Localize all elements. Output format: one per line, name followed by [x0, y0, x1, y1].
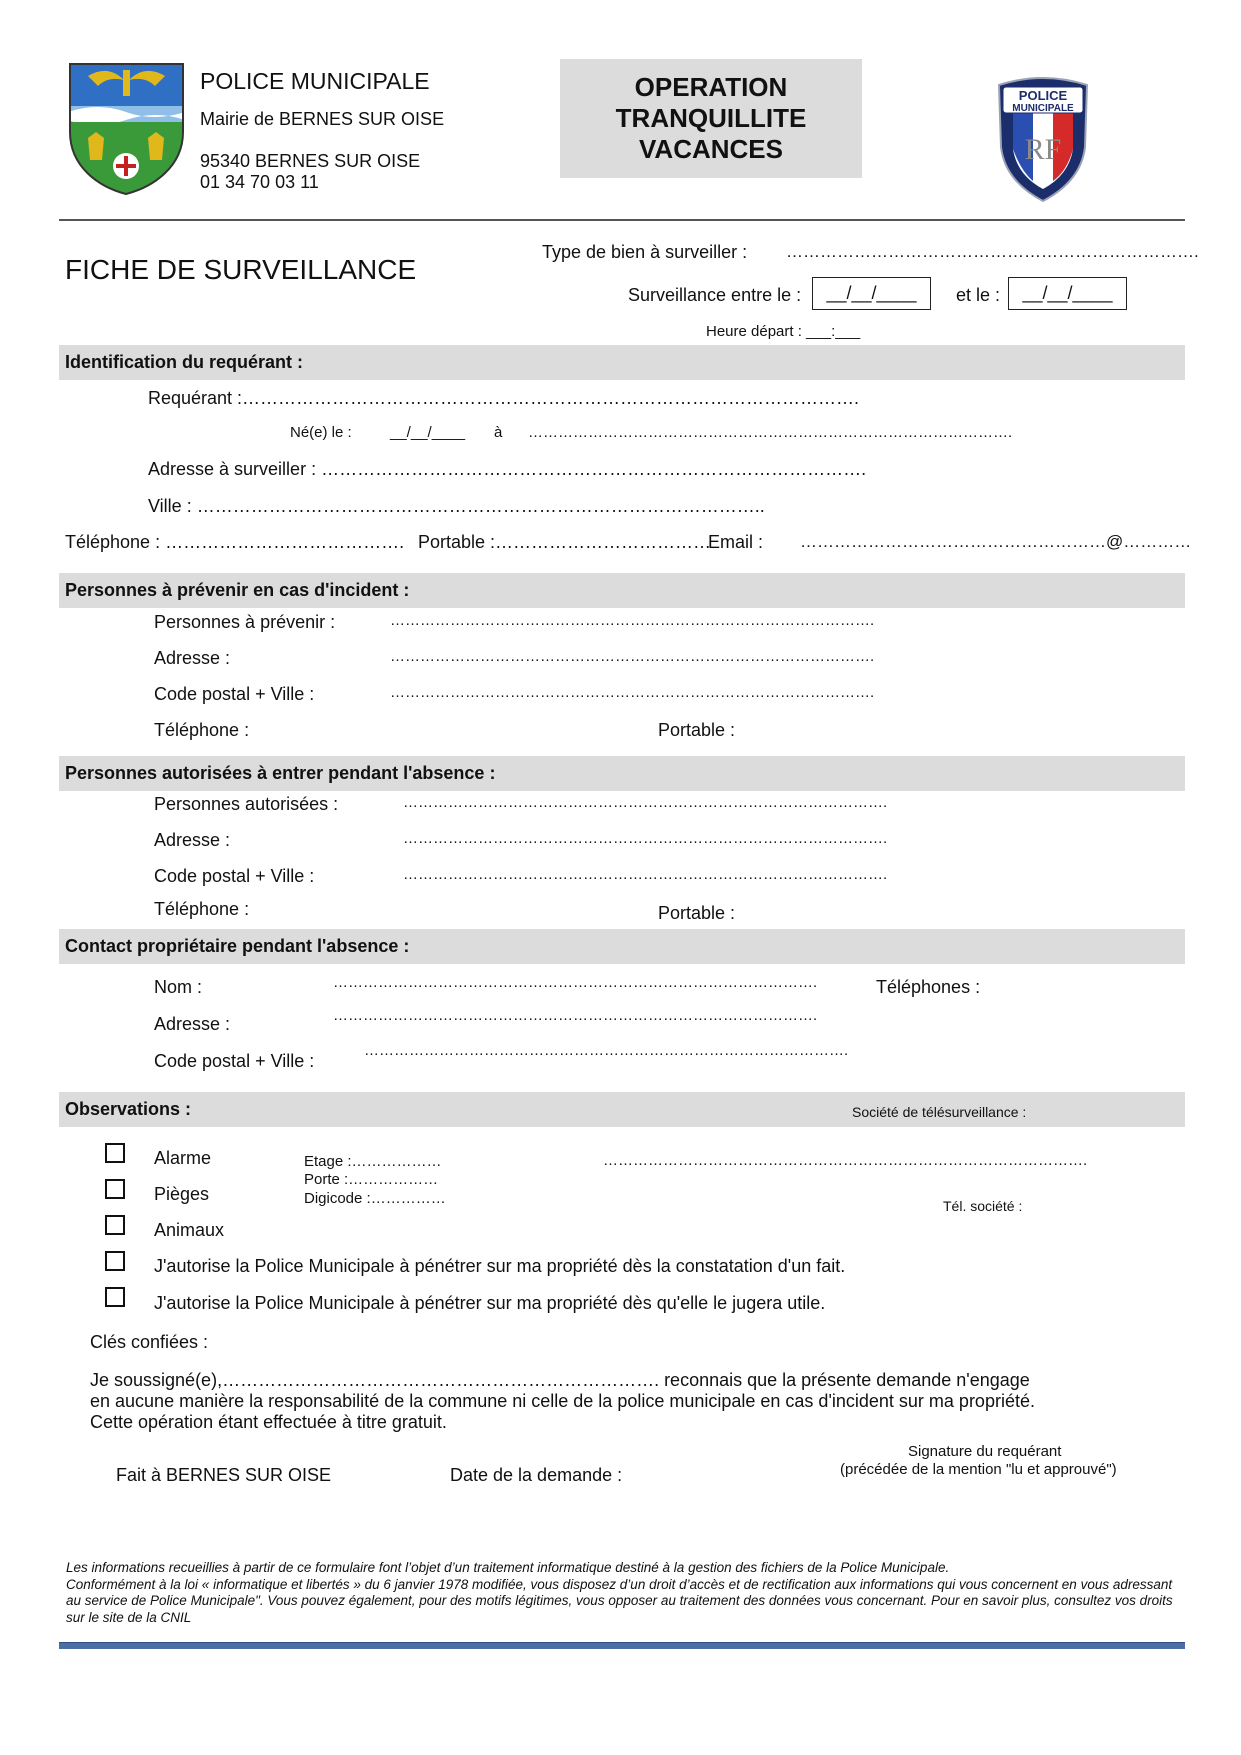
section-contact-title: Contact propriétaire pendant l'absence : [65, 936, 410, 956]
prevenir-cp-field[interactable]: ……………………………………………………………………………………. [390, 684, 875, 701]
badge-text-municipale: MUNICIPALE [1012, 103, 1074, 114]
societe-telesurveillance-field[interactable]: ……………………………………………………………………………………. [603, 1152, 1088, 1169]
etage-field[interactable]: Etage :……………… [304, 1153, 442, 1170]
prevenir-adresse-field[interactable]: ……………………………………………………………………………………. [390, 648, 875, 665]
section-observations-title: Observations : [65, 1099, 192, 1119]
contact-cp-field[interactable]: ……………………………………………………………………………………. [364, 1042, 849, 1059]
section-identification [59, 345, 1185, 380]
autorisees-cp-field[interactable]: ……………………………………………………………………………………. [403, 866, 888, 883]
operation-title-line-2: TRANQUILLITE [615, 103, 807, 133]
badge-initials: RF [1024, 133, 1062, 166]
legal-paragraph-1: Les informations recueillies à partir de ce formulaire font l’objet d’un traitement informatique destiné à la gestion des fichiers de la Police Municipale. [66, 1560, 950, 1575]
et-le-label: et le : [956, 285, 1001, 305]
section-identification-title: Identification du requérant : [65, 352, 304, 372]
ne-le-field[interactable]: __/__/____ [390, 424, 466, 441]
portable-field[interactable]: Portable :……………………………… [418, 532, 712, 552]
prevenir-personnes-field[interactable]: ……………………………………………………………………………………. [390, 612, 875, 629]
date-start-field[interactable]: __/__/____ [812, 277, 931, 310]
alarme-label: Alarme [154, 1148, 212, 1168]
section-prevenir-title: Personnes à prévenir en cas d'incident : [65, 580, 410, 600]
animaux-label: Animaux [154, 1220, 225, 1240]
tel-societe-label: Tél. société : [943, 1198, 1023, 1214]
mairie-phone: 01 34 70 03 11 [200, 172, 319, 192]
section-prevenir [59, 573, 1185, 608]
mairie-address: 95340 BERNES SUR OISE [200, 151, 421, 171]
prevenir-tel-label: Téléphone : [154, 720, 250, 740]
declaration-line-3: Cette opération étant effectuée à titre gratuit. [90, 1412, 447, 1432]
prevenir-personnes-label: Personnes à prévenir : [154, 612, 336, 632]
telephone-field[interactable]: Téléphone : …………………………………. [65, 532, 405, 552]
operation-title-line-1: OPERATION [634, 72, 788, 102]
cles-confiees-label: Clés confiées : [90, 1332, 209, 1352]
autorisees-tel-label: Téléphone : [154, 899, 250, 919]
ne-le-label: Né(e) le : [290, 424, 352, 441]
ville-field[interactable]: Ville : ………………………………………………………………………………….. [148, 496, 765, 516]
mairie-name: Mairie de BERNES SUR OISE [200, 109, 445, 129]
surveillance-label: Surveillance entre le : [628, 285, 802, 305]
autorisees-personnes-field[interactable]: ……………………………………………………………………………………. [403, 794, 888, 811]
contact-adresse-field[interactable]: ……………………………………………………………………………………. [333, 1007, 818, 1024]
footer-bar [59, 1642, 1185, 1649]
heure-depart-field[interactable]: Heure départ : ___:___ [706, 323, 861, 340]
checkbox-animaux[interactable] [105, 1215, 125, 1235]
requerant-field[interactable]: Requérant :…………………………………………………………………………………………. [148, 388, 860, 408]
declaration-line-2: en aucune manière la responsabilité de la commune ni celle de la police municipale en cas d'incident sur ma propriété. [90, 1391, 1035, 1411]
contact-adresse-label: Adresse : [154, 1014, 231, 1034]
checkbox-autorise-constatation[interactable] [105, 1251, 125, 1271]
contact-cp-label: Code postal + Ville : [154, 1051, 315, 1071]
signature-mention: (précédée de la mention "lu et approuvé") [840, 1461, 1117, 1478]
porte-field[interactable]: Porte :……………… [304, 1171, 439, 1188]
prevenir-portable-label: Portable : [658, 720, 736, 740]
section-contact [59, 929, 1185, 964]
signature-label: Signature du requérant [908, 1443, 1062, 1460]
autorisees-portable-label: Portable : [658, 903, 736, 923]
date-demande-label: Date de la demande : [450, 1465, 623, 1485]
declaration-line-1: Je soussigné(e),………………………………………………………………. reconnais que la présente demande n'engage [90, 1370, 1030, 1390]
checkbox-pieges[interactable] [105, 1179, 125, 1199]
autorisees-adresse-label: Adresse : [154, 830, 231, 850]
contact-telephones-label: Téléphones : [876, 977, 981, 997]
lieu-label: à [494, 424, 503, 441]
email-label: Email : [708, 532, 764, 552]
contact-nom-field[interactable]: ……………………………………………………………………………………. [333, 974, 818, 991]
contact-nom-label: Nom : [154, 977, 203, 997]
operation-title-box [560, 59, 862, 178]
checkbox-alarme[interactable] [105, 1143, 125, 1163]
prevenir-adresse-label: Adresse : [154, 648, 231, 668]
police-badge-logo [993, 77, 1093, 204]
section-observations [59, 1092, 1185, 1127]
pieges-label: Pièges [154, 1184, 210, 1204]
checkbox-autorise-utile[interactable] [105, 1287, 125, 1307]
autorisees-personnes-label: Personnes autorisées : [154, 794, 339, 814]
autorisees-cp-label: Code postal + Ville : [154, 866, 315, 886]
form-title: FICHE DE SURVEILLANCE [65, 254, 417, 285]
autorise-utile-label: J'autorise la Police Municipale à pénétrer sur ma propriété dès qu'elle le jugera utile. [154, 1293, 826, 1313]
fait-a-label: Fait à BERNES SUR OISE [116, 1465, 332, 1485]
adresse-surveiller-field[interactable]: Adresse à surveiller : ………………………………………………………………………………. [148, 459, 867, 479]
section-autorisees-title: Personnes autorisées à entrer pendant l'absence : [65, 763, 496, 783]
org-name: POLICE MUNICIPALE [200, 68, 430, 94]
autorise-constatation-label: J'autorise la Police Municipale à pénétrer sur ma propriété dès la constatation d'un fait. [154, 1256, 846, 1276]
operation-title-line-3: VACANCES [639, 134, 783, 164]
legal-paragraph-2: Conformément à la loi « informatique et libertés » du 6 janvier 1978 modifiée, vous disposez d’un droit d’accès et de rectification aux informations qui vous concernent en vous adressant au service de Police Municipale". Vous pouvez également, pour des motifs légitimes, vous opposer au traitement des données vous concernant. Pour en savoir plus, consultez vos droits sur le site de la CNIL [66, 1576, 1173, 1625]
lieu-field[interactable]: ……………………………………………………………………………………. [528, 424, 1013, 441]
section-autorisees [59, 756, 1185, 791]
badge-text-police: POLICE [1018, 88, 1068, 103]
type-bien-input[interactable]: ………………………………………………………………. [786, 242, 1199, 261]
prevenir-cp-label: Code postal + Ville : [154, 684, 315, 704]
type-bien-label: Type de bien à surveiller : [542, 242, 748, 262]
digicode-field[interactable]: Digicode :…………… [304, 1190, 446, 1207]
societe-telesurveillance-label: Société de télésurveillance : [852, 1104, 1027, 1120]
coat-of-arms-logo [68, 62, 185, 196]
date-end-field[interactable]: __/__/____ [1008, 277, 1127, 310]
legal-notice [66, 1560, 1186, 1626]
header-rule [59, 219, 1185, 221]
autorisees-adresse-field[interactable]: ……………………………………………………………………………………. [403, 830, 888, 847]
email-field[interactable]: ………………………………………………@………… [800, 532, 1192, 551]
